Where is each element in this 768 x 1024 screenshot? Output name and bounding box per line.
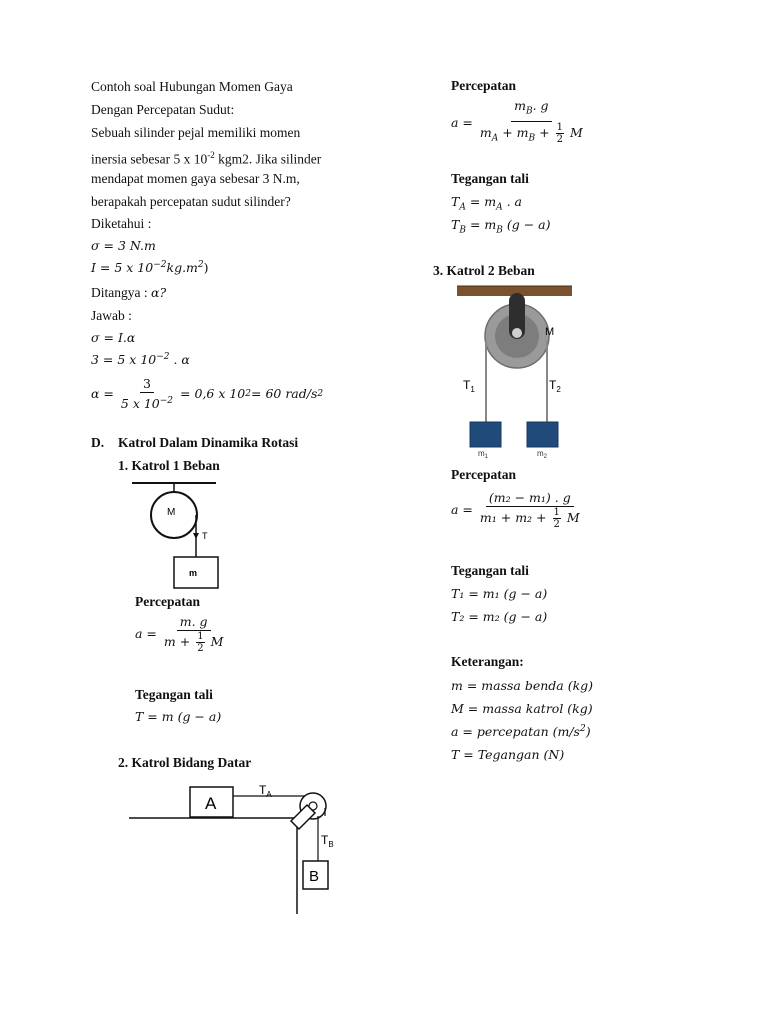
katrol3-t2-eq: T₂ = m₂ (g − a)	[451, 609, 548, 624]
block-m1	[470, 422, 501, 447]
katrol1-accel-label: Percepatan	[135, 594, 200, 609]
eq-jawab2: 3 = 5 x $10^{-2}$ . α	[91, 352, 190, 368]
katrol2-tb-eq: $T_B = m_B$ (g − a)	[451, 217, 551, 236]
katrol2-label-B: B	[309, 868, 320, 885]
jawab-label: Jawab :	[91, 308, 132, 323]
keterangan-line4: T = Tegangan (N)	[451, 747, 565, 762]
katrol3-label-m2: $m_2$	[537, 449, 548, 460]
katrol2-tension-label: Tegangan tali	[451, 171, 529, 186]
katrol3-label-M: M	[545, 326, 555, 338]
keterangan-line3: a = percepatan $(m/s^2)$	[451, 724, 591, 740]
katrol1-diagram	[125, 478, 225, 593]
result-fraction: $\frac{3}{5 x 10^{-2}}$	[120, 376, 174, 412]
katrol3-heading: 3. Katrol 2 Beban	[433, 263, 535, 278]
katrol3-label-T1: $T_1$	[463, 378, 475, 394]
katrol3-accel-fraction: (m₂ − m₁) . g m₁ + m₂ + $\frac{1}{2}$ M	[479, 490, 580, 530]
katrol1-label-m: m	[189, 568, 198, 578]
example-title-line1: Contoh soal Hubungan Momen Gaya	[91, 79, 293, 94]
katrol2-accel-eq: a = $m_B$. g $m_A + m_B$ + $\frac{1}{2}$ M	[451, 97, 590, 147]
katrol3-accel-label: Percepatan	[451, 467, 516, 482]
katrol1-heading: 1. Katrol 1 Beban	[118, 458, 220, 473]
katrol2-diagram	[125, 778, 340, 918]
katrol2-heading: 2. Katrol Bidang Datar	[118, 755, 252, 770]
problem-line3: mendapat momen gaya sebesar 3 N.m,	[91, 171, 300, 186]
problem-line1: Sebuah silinder pejal memiliki momen	[91, 125, 301, 140]
katrol1-tension-eq: T = m (g − a)	[135, 709, 222, 724]
section-d-letter: D.	[91, 435, 105, 450]
eq-jawab1: σ = I.α	[91, 330, 136, 345]
katrol1-accel-fraction: m. g m + $\frac{1}{2}$ M	[163, 614, 224, 654]
keterangan-line1: m = massa benda (kg)	[451, 678, 594, 693]
katrol1-label-T: T	[202, 531, 208, 541]
eq-result: α = $\frac{3}{5 x 10^{-2}}$ = 0,6 x 10 2 = 60 rad/s 2	[91, 376, 324, 412]
katrol2-ta-eq: $T_A = m_A$ . a	[451, 194, 522, 213]
katrol3-diagram	[452, 283, 577, 461]
katrol2-label-TA: $T_A$	[259, 783, 272, 799]
example-title-line2: Dengan Percepatan Sudut:	[91, 102, 235, 117]
ditanya-line: Ditangya : α?	[91, 285, 167, 300]
katrol2-accel-fraction: $m_B$. g $m_A + m_B$ + $\frac{1}{2}$ M	[479, 98, 583, 145]
problem-line2: inersia sebesar 5 x $10^{-2}$ kgm2. Jika silinder	[91, 150, 322, 167]
keterangan-label: Keterangan:	[451, 654, 524, 669]
katrol3-label-T2: $T_2$	[549, 378, 561, 394]
katrol3-t1-eq: T₁ = m₁ (g − a)	[451, 586, 548, 601]
katrol3-accel-eq: a = (m₂ − m₁) . g m₁ + m₂ + $\frac{1}{2}$ M	[451, 489, 587, 530]
diketahui-label: Diketahui :	[91, 216, 152, 231]
section-d-title: Katrol Dalam Dinamika Rotasi	[118, 435, 299, 450]
katrol1-tension-label: Tegangan tali	[135, 687, 213, 702]
katrol2-label-TB: $T_B$	[321, 833, 334, 849]
katrol3-label-m1: $m_1$	[478, 449, 489, 460]
eq-sigma: σ = 3 N.m	[91, 238, 156, 253]
katrol2-label-A: A	[205, 794, 217, 813]
katrol3-tension-label: Tegangan tali	[451, 563, 529, 578]
problem-line4: berapakah percepatan sudut silinder?	[91, 194, 291, 209]
keterangan-line2: M = massa katrol (kg)	[451, 701, 593, 716]
eq-inertia: I = 5 x $10^{-2}kg.m^2$)	[91, 260, 209, 276]
katrol2-accel-label: Percepatan	[451, 78, 516, 93]
katrol1-label-M: M	[167, 507, 176, 518]
katrol1-accel-eq: a = m. g m + $\frac{1}{2}$ M	[135, 613, 230, 654]
block-m2	[527, 422, 558, 447]
